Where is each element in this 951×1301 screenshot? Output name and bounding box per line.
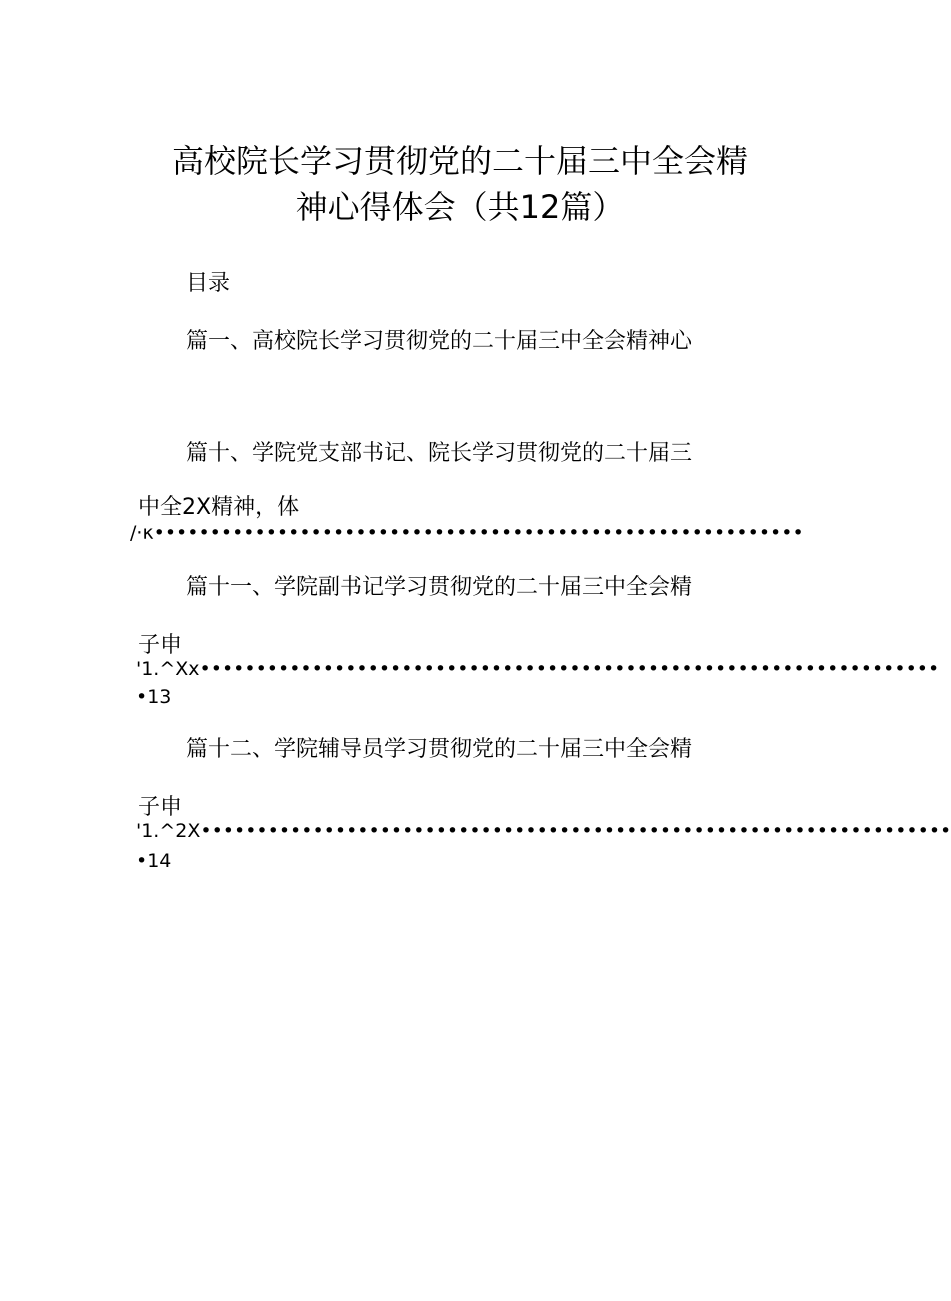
toc-heading: 目录 <box>186 271 231 296</box>
toc-entry-10-leader: /·κ•••••••••••••••••••••••••••••••••••••••••••••••••••••••••• <box>130 522 804 544</box>
toc-entry-12-leader: '1.^2X••••••••••••••••••••••••••••••••••••••••••••••••••••••••••••••••••• <box>136 820 951 842</box>
toc-entry-12-line-1: 篇十二、学院辅导员学习贯彻党的二十届三中全会精 <box>186 737 693 762</box>
toc-entry-11-page: •13 <box>136 686 172 708</box>
toc-entry-12-page: •14 <box>136 850 172 872</box>
toc-entry-12-line-2: 子申 <box>138 795 183 820</box>
toc-entry-10-line-1: 篇十、学院党支部书记、院长学习贯彻党的二十届三 <box>186 441 693 466</box>
toc-entry-1-line-1: 篇一、高校院长学习贯彻党的二十届三中全会精神心 <box>186 329 693 354</box>
document-title-line-1: 高校院长学习贯彻党的二十届三中全会精 <box>171 142 748 180</box>
toc-entry-11-line-1: 篇十一、学院副书记学习贯彻党的二十届三中全会精 <box>186 575 693 600</box>
document-title-line-2: 神心得体会（共12篇） <box>295 188 625 226</box>
toc-entry-10-line-2: 中全2X精神，体 <box>138 495 300 520</box>
toc-entry-11-leader: '1.^Xx•••••••••••••••••••••••••••••••••••••••••••••••••••••••••••••••••• <box>136 658 940 680</box>
toc-entry-11-line-2: 子申 <box>138 633 183 658</box>
